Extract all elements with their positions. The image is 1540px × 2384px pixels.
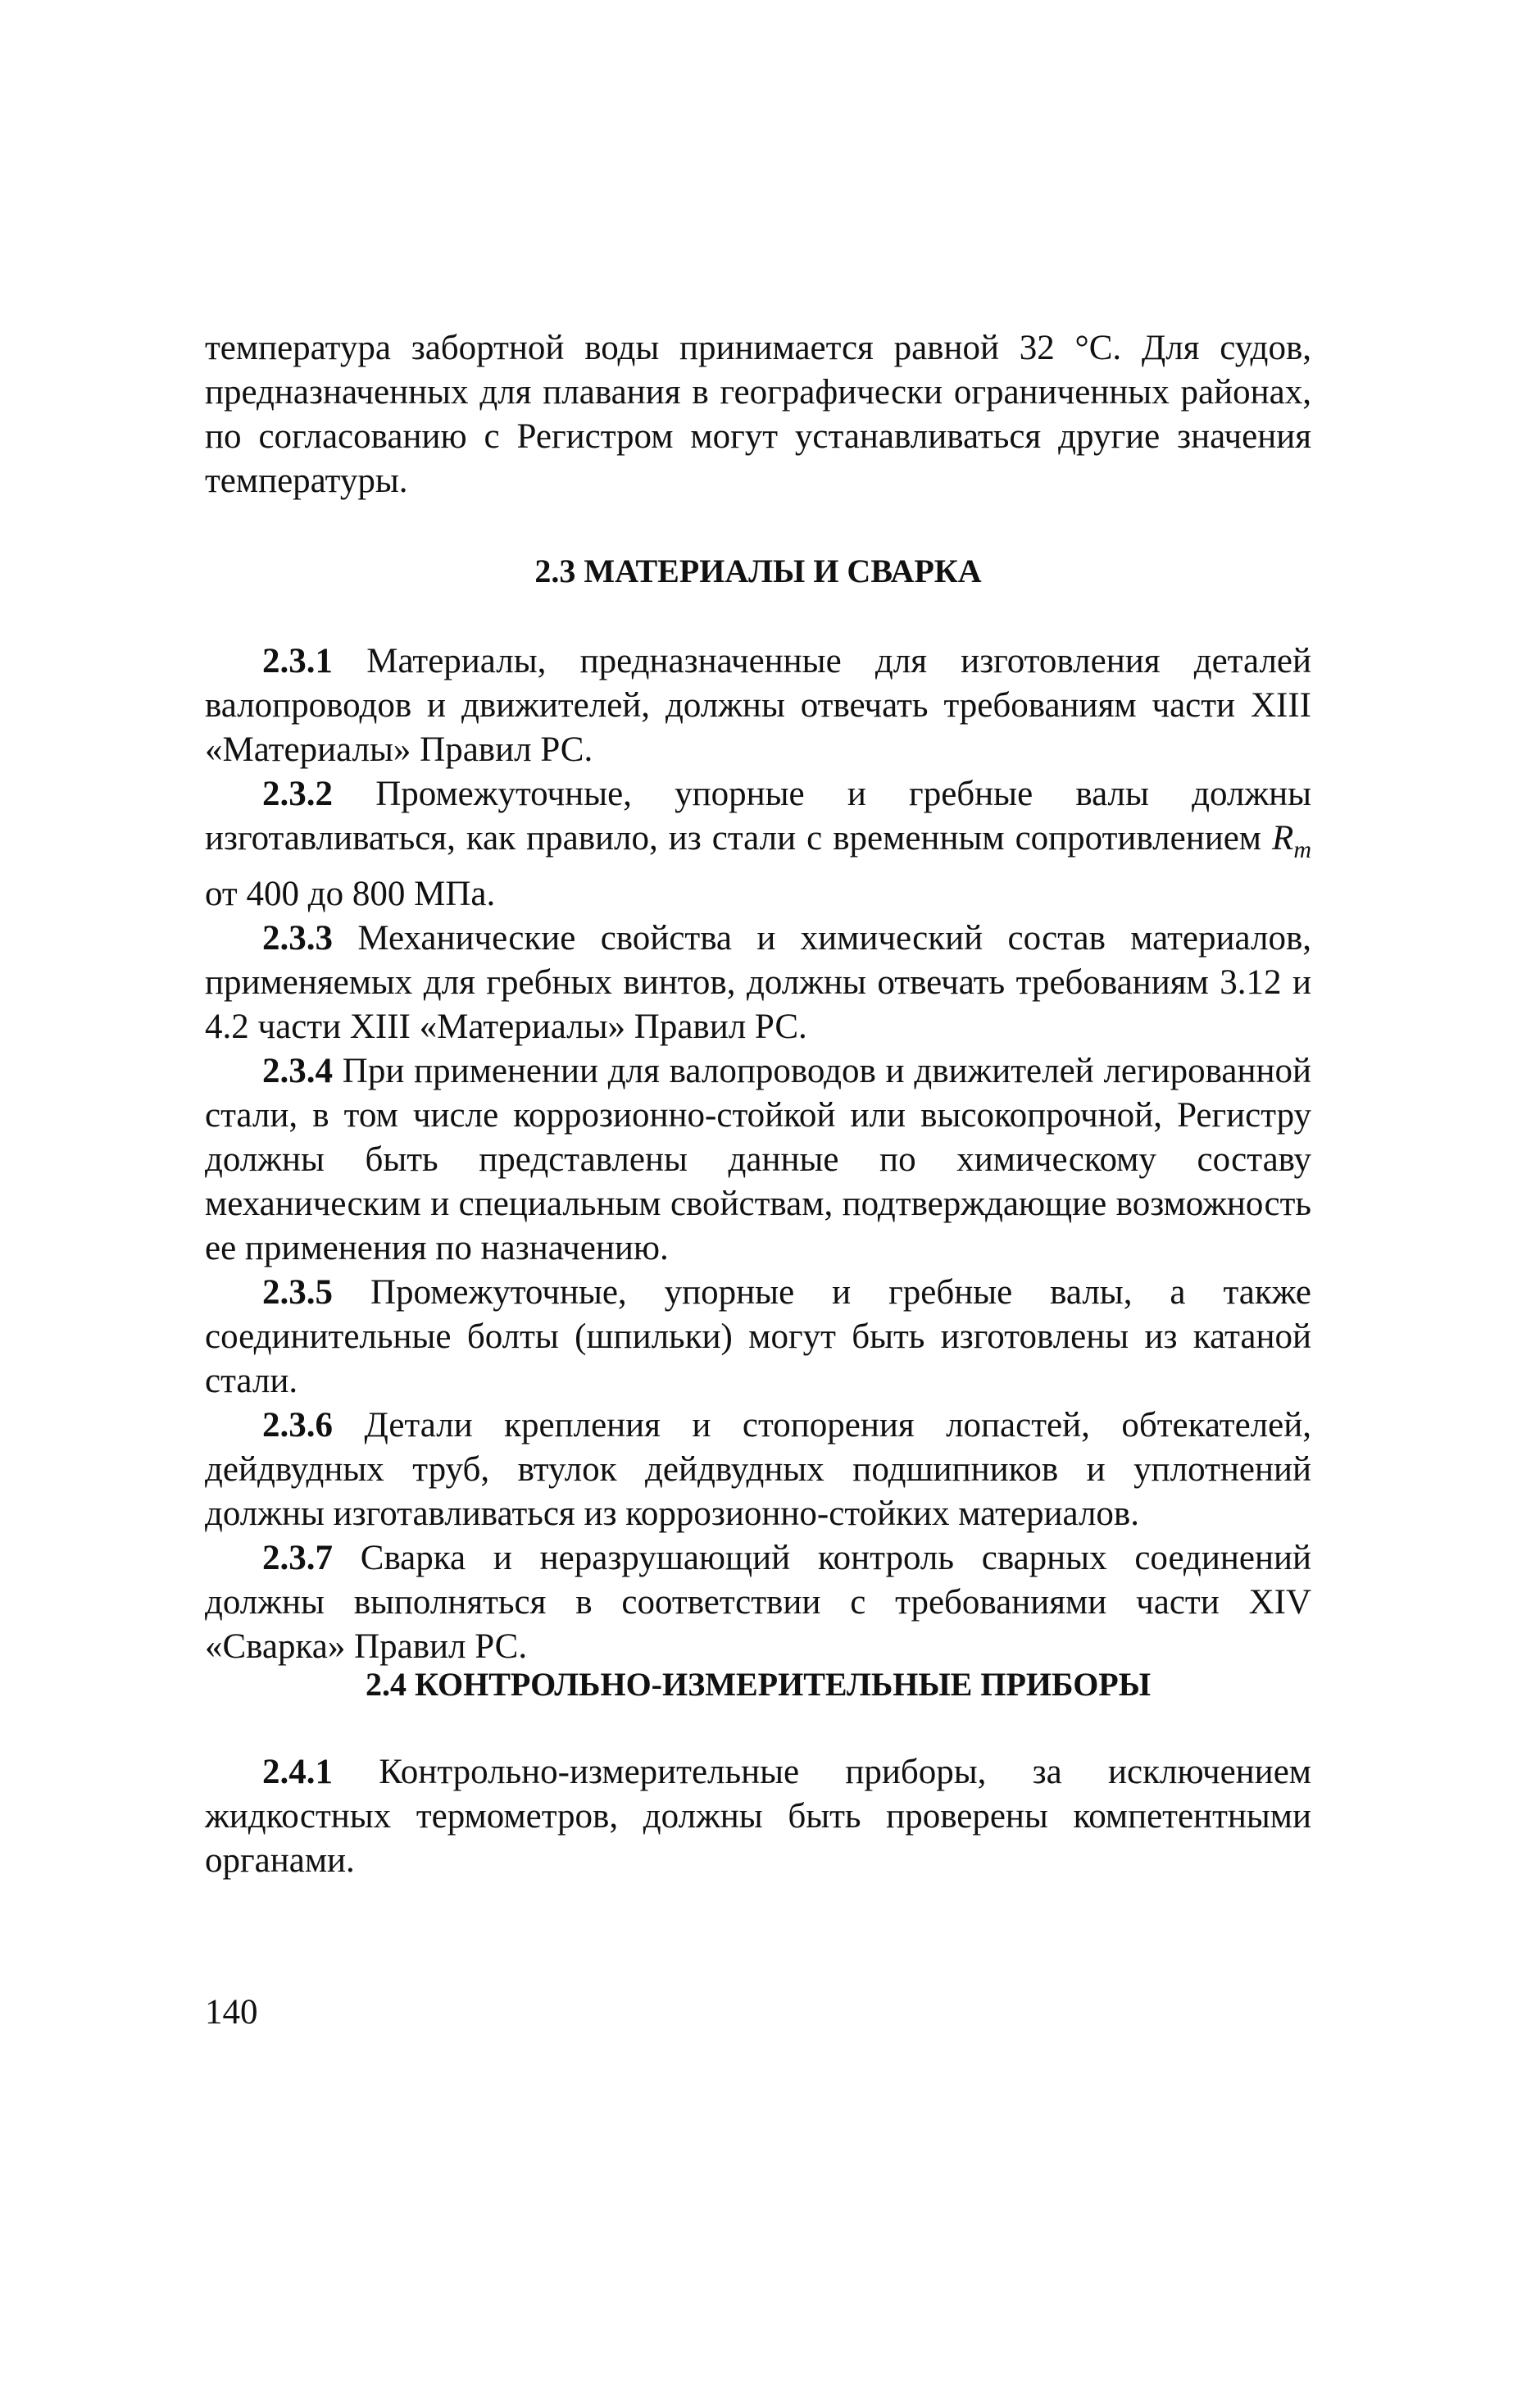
clause-text: Промежуточные, упорные и гребные валы должны изготавливаться, как правило, из стали с временным сопротивлением [205, 775, 1311, 858]
intro-paragraph [205, 326, 1311, 503]
paragraph-2-3-7 [205, 1536, 1311, 1669]
clause-number: 2.3.2 [262, 775, 333, 813]
clause-number: 2.3.4 [262, 1052, 333, 1090]
clause-number: 2.3.6 [262, 1406, 333, 1445]
clause-text: Материалы, предназначенные для изготовления деталей валопроводов и движителей, должны отвечать требованиям части XIII «Материалы» Правил РС. [205, 642, 1311, 769]
clause-number: 2.3.7 [262, 1539, 333, 1577]
section-heading-2-3 [205, 549, 1311, 594]
section-2-3-body [205, 639, 1311, 1669]
intro-text: температура забортной воды принимается равной 32 °С. Для судов, предназначенных для плавания в географически ограниченных районах, по согласованию с Регистром могут устанавливаться другие значения температуры. [205, 329, 1311, 500]
clause-text: Промежуточные, упорные и гребные валы, а также соединительные болты (шпильки) могут быть изготовлены из катаной стали. [205, 1273, 1311, 1400]
clause-number: 2.3.5 [262, 1273, 333, 1312]
paragraph-2-3-4 [205, 1049, 1311, 1271]
clause-text: Механические свойства и химический состав материалов, применяемых для гребных винтов, должны отвечать требованиям 3.12 и 4.2 части XIII «Материалы» Правил РС. [205, 919, 1311, 1046]
clause-text: Детали крепления и стопорения лопастей, обтекателей, дейдвудных труб, втулок дейдвудных подшипников и уплотнений должны изготавливаться из коррозионно-стойких материалов. [205, 1406, 1311, 1533]
heading-2-3-text: 2.3 МАТЕРИАЛЫ И СВАРКА [534, 553, 982, 589]
paragraph-2-4-1 [205, 1750, 1311, 1883]
paragraph-2-3-1 [205, 639, 1311, 772]
clause-text: Контрольно-измерительные приборы, за исключением жидкостных термометров, должны быть проверены компетентными органами. [205, 1753, 1311, 1880]
page-number: 140 [205, 1993, 258, 2031]
clause-number: 2.4.1 [262, 1753, 333, 1791]
clause-text: При применении для валопроводов и движителей легированной стали, в том числе коррозионно-стойкой или высокопрочной, Регистру должны быть представлены данные по химическому составу механическим и специальным свойствам, подтверждающие возможность ее применения по назначению. [205, 1052, 1311, 1267]
clause-text: Сварка и неразрушающий контроль сварных соединений должны выполняться в соответствии с требованиями части XIV «Сварка» Правил РС. [205, 1539, 1311, 1666]
section-heading-2-4 [205, 1663, 1311, 1707]
paragraph-2-3-6 [205, 1404, 1311, 1536]
variable-subscript-m: m [1293, 836, 1311, 863]
paragraph-2-3-3 [205, 917, 1311, 1049]
heading-2-4-text: 2.4 КОНТРОЛЬНО-ИЗМЕРИТЕЛЬНЫЕ ПРИБОРЫ [365, 1666, 1152, 1703]
paragraph-2-3-2 [205, 772, 1311, 917]
clause-text-after: от 400 до 800 МПа. [205, 875, 496, 913]
paragraph-2-3-5 [205, 1271, 1311, 1404]
clause-number: 2.3.1 [262, 642, 333, 680]
variable-r: R [1272, 819, 1294, 858]
clause-number: 2.3.3 [262, 919, 333, 958]
section-2-4-body [205, 1750, 1311, 1883]
